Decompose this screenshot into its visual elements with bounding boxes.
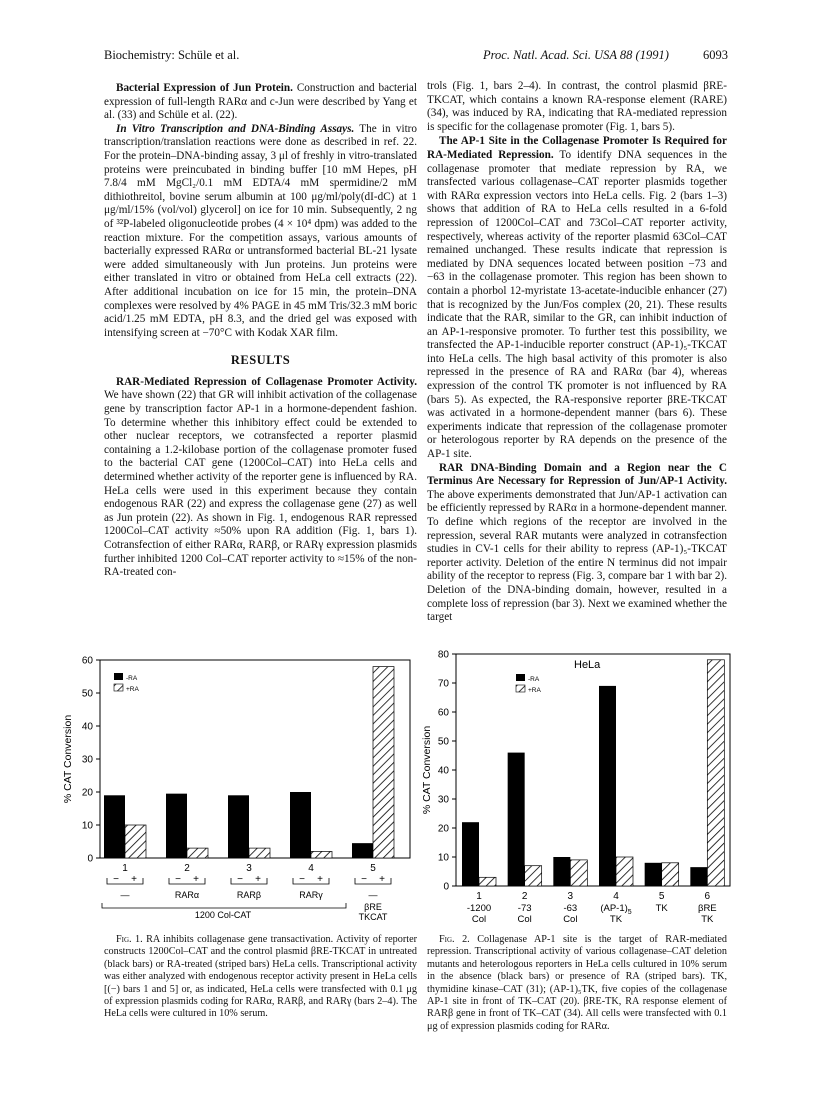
y-tick-label: 60 <box>437 707 449 719</box>
y-tick-label: 60 <box>81 655 93 667</box>
legend-swatch-plus-ra <box>114 684 123 691</box>
bar-minus-ra <box>690 867 707 886</box>
bar-plus-ra <box>616 857 633 886</box>
caption-label: Fig. 1. <box>116 934 143 945</box>
x-label-part: (AP-1) <box>600 903 628 914</box>
paragraph <box>104 123 417 341</box>
figure-2-caption <box>427 934 727 1033</box>
y-axis-label: % CAT Conversion <box>421 725 433 815</box>
y-tick-label: 10 <box>81 820 93 832</box>
receptor-label: RARα <box>174 890 200 900</box>
legend-label: -RA <box>126 675 138 682</box>
y-tick-label: 30 <box>81 754 93 766</box>
caption-label: Fig. 2. <box>439 934 470 945</box>
plot-frame <box>100 660 410 858</box>
minus-label: − <box>175 874 181 885</box>
run-in-heading: In Vitro Transcription and DNA-Binding Assays. <box>116 122 355 135</box>
plus-label: + <box>317 874 323 885</box>
paragraph: trols (Fig. 1, bars 2–4). In contrast, the control plasmid βRE-TKCAT, which contains a known RA-response element (RARE) (34), was induced by RA, indicating that RA-mediated repression is specific for the collagenase promoter (Fig. 1, bars 5). <box>427 80 727 133</box>
paragraph-text: Construction and bacterial expression of full-length RARα and c-Jun were described by Yang et al. (33) and Schüle et al. (22). <box>104 82 417 122</box>
receptor-label: RARβ <box>236 890 262 900</box>
category-label: 1 <box>476 891 482 902</box>
x-label: Col <box>471 914 487 925</box>
figure-2-chart <box>418 648 748 928</box>
x-label: -73 <box>517 903 532 914</box>
page-number: 6093 <box>703 48 728 62</box>
bar-plus-ra <box>125 825 146 858</box>
bar-plus-ra <box>187 848 208 858</box>
caption-text: Collagenase AP-1 site is the target of RAR-mediated repression. Transcriptional activity of various collagenase–CAT deletion mutants and heterologous reporters in HeLa cells cultured in 10% serum in the absence (black bars) or presence of RA (striped bars). TK, thymidine kinase–CAT (31); (AP-1)₅TK, five copies of the collagenase AP-1 site in front of TK–CAT (20). βRE-TK, RA response element of RARβ gene in front of TK–CAT (34). All cells were transfected with 0.1 μg of expression plasmids coding for RARα. <box>427 934 727 1032</box>
receptor-label: RARγ <box>299 890 323 900</box>
bar-plus-ra <box>662 863 679 886</box>
legend-swatch-minus-ra <box>114 673 123 680</box>
bar-minus-ra <box>352 843 373 858</box>
bar-plus-ra <box>570 860 587 886</box>
x-label: -63 <box>563 903 578 914</box>
y-tick-label: 50 <box>81 688 93 700</box>
caption-text: RA inhibits collagenase gene transactivation. Activity of reporter constructs 1200Col–CAT and the control plasmid βRE-TKCAT in untreated (black bars) or RA-treated (striped bars) HeLa cells. Transcriptional activity was either analyzed with endogenous receptor activity present in HeLa cells [(−) bars 1 and 5] or, as indicated, HeLa cells were transfected with 0.1 μg of expression plasmids coding for RARα, RARβ, and RARγ (bars 2–4). The HeLa cells were cultured in 10% serum. <box>104 934 417 1020</box>
bar-minus-ra <box>104 795 125 858</box>
journal-name: Proc. Natl. Acad. Sci. USA 88 (1991) <box>483 48 669 62</box>
run-in-heading: Bacterial Expression of Jun Protein. <box>116 82 293 94</box>
bar-plus-ra <box>707 660 724 886</box>
figure-1-chart <box>58 648 420 923</box>
paragraph-text: To identify DNA sequences in the collagenase promoter that mediate repression by RA, we transfected various collagenase–CAT reporter plasmids together with RARα expression vectors into HeLa cells. Fig. 2 (bars 1–3) shows that addition of RA to HeLa cells resulted in a 6-fold repression of 1200Col–CAT and 73Col–CAT reporter activity, respectively, whereas activity of the reporter plasmid 63Col–CAT remained unchanged. These results indicate that repression is mediated by DNA sequences located between position −73 and −63 in the collagenase promoter. This region has been shown to contain a phorbol 12-myristate 13-acetate-inducible enhancer (27) that is recognized by the Jun/Fos complex (20, 21). These results indicate that the RAR, similar to the GR, can inhibit induction of an AP-1-responsive promoter. To further test this possibility, we transfected the AP-1-inducible reporter construct (AP-1)₅-TKCAT into HeLa cells. The high basal activity of this promoter is also repressed in the presence of RA and RARα (bar 4), whereas expression of the control TK promoter is not influenced by RA (bars 5). As expected, the RA-responsive reporter βRE-TKCAT was activated in a hormone-dependent manner (bars 6). These experiments indicate that repression of the collagenase promoter or heterologous reporter by RA depends on the presence of the AP-1 site. <box>427 148 727 461</box>
x-label: -1200 <box>466 903 492 914</box>
left-column <box>104 82 417 580</box>
group-label: 1200 Col-CAT <box>194 910 252 920</box>
chart-title: HeLa <box>574 659 601 671</box>
category-label: 2 <box>184 863 190 874</box>
run-in-heading: RAR DNA-Binding Domain and a Region near the C Terminus Are Necessary for Repression of Jun/AP-1 Activity. <box>427 461 727 488</box>
plus-label: + <box>379 874 385 885</box>
y-tick-label: 20 <box>81 787 93 799</box>
y-tick-label: 50 <box>437 736 449 748</box>
section-heading: RESULTS <box>230 353 291 368</box>
x-label: TK <box>609 914 623 925</box>
plus-label: + <box>193 874 199 885</box>
group-label: TKCAT <box>358 912 388 922</box>
category-label: 3 <box>567 891 574 902</box>
x-label: Col <box>563 914 578 925</box>
legend-label: -RA <box>528 676 540 683</box>
category-label: 3 <box>246 863 252 874</box>
category-label: 4 <box>613 891 619 902</box>
bar-minus-ra <box>645 863 662 886</box>
bar-plus-ra <box>311 851 332 858</box>
minus-label: − <box>113 874 119 885</box>
bar-plus-ra <box>373 667 394 858</box>
minus-label: − <box>237 874 243 885</box>
paragraph <box>104 82 417 123</box>
x-label: βRE <box>697 903 717 914</box>
paragraph-text: The above experiments demonstrated that Jun/AP-1 activation can be efficiently repressed by RARα in a hormone-dependent manner. To define which regions of the receptor are involved in the repression, several RAR mutants were analyzed in cotransfection studies in CV-1 cells for their ability to repress (AP-1)₅-TKCAT reporter activity. Deletion of the entire N terminus did not impair ability of the receptor to repress (Fig. 3, compare bar 1 with bar 2). Deletion of the DNA-binding domain, however, resulted in a complete loss of repression (bar 3). Next we examined whether the target <box>427 488 727 624</box>
bar-plus-ra <box>249 848 270 858</box>
category-label: 5 <box>658 891 665 902</box>
plus-label: + <box>131 874 137 885</box>
y-tick-label: 0 <box>87 853 93 865</box>
legend-label: +RA <box>528 687 541 694</box>
plus-label: + <box>255 874 261 885</box>
receptor-label: — <box>368 890 378 900</box>
paragraph <box>427 462 727 625</box>
x-label: Col <box>517 914 532 925</box>
category-label: 2 <box>521 891 528 902</box>
bar-minus-ra <box>290 792 311 858</box>
legend-swatch-minus-ra <box>516 674 525 681</box>
bar-minus-ra <box>553 857 570 886</box>
minus-label: − <box>361 874 367 885</box>
y-tick-label: 40 <box>437 765 449 777</box>
category-label: 1 <box>122 863 128 874</box>
paragraph-text: We have shown (22) that GR will inhibit activation of the collagenase gene by transcription factor AP-1 in a hormone-dependent fashion. To determine whether this inhibitory effect could be extended to other nuclear receptors, we cotransfected a reporter plasmid containing a 1.2-kilobase portion of the collagenase promoter fused to the bacterial CAT gene (1200Col–CAT) into HeLa cells and determined whether activity of the reporter gene is influenced by RA. HeLa cells were used in this experiment because they contain endogenous RAR (22) and express the collagenase gene (27) as well as Jun protein (22). As shown in Fig. 1, endogenous RAR repressed 1200Col–CAT activity ≈50% upon RA addition (Fig. 1, bars 1). Cotransfection of either RARα, RARβ, or RARγ expression plasmids further inhibited 1200 Col–CAT reporter activity to ≈15% of the non-RA-treated con- <box>104 389 417 579</box>
group-bracket <box>102 903 346 908</box>
plot-frame <box>456 654 730 886</box>
running-head-journal <box>483 48 728 63</box>
x-label: TK <box>655 903 668 914</box>
bar-plus-ra <box>525 866 542 886</box>
y-tick-label: 40 <box>81 721 93 733</box>
group-label: βRE <box>364 902 382 912</box>
category-label: 5 <box>370 863 376 874</box>
legend-label: +RA <box>126 686 139 693</box>
x-label: TK <box>701 914 714 925</box>
bar-minus-ra <box>228 795 249 858</box>
category-label: 4 <box>308 863 314 874</box>
paragraph <box>427 135 727 461</box>
y-tick-label: 20 <box>437 823 449 835</box>
bar-minus-ra <box>599 686 616 886</box>
y-tick-label: 10 <box>437 852 449 864</box>
run-in-heading: RAR-Mediated Repression of Collagenase Promoter Activity. <box>116 375 417 388</box>
paragraph <box>104 376 417 580</box>
legend-swatch-plus-ra <box>516 685 525 692</box>
receptor-label: — <box>120 890 130 900</box>
y-axis-label: % CAT Conversion <box>62 714 74 804</box>
bar-plus-ra <box>479 877 496 886</box>
y-tick-label: 70 <box>437 678 449 690</box>
bar-minus-ra <box>462 822 479 886</box>
y-tick-label: 80 <box>437 649 449 661</box>
category-label: 6 <box>704 891 711 902</box>
run-in-heading: The AP-1 Site in the Collagenase Promoter Is Required for RA-Mediated Repression. <box>427 135 727 161</box>
running-head-authors: Biochemistry: Schüle et al. <box>104 48 240 62</box>
minus-label: − <box>299 874 305 885</box>
paragraph-text: The in vitro transcription/translation reactions were done as described in ref. 22. For the protein–DNA-binding assay, 3 μl of freshly in vitro-translated proteins were preincubated in binding buffer [10 mM Hepes, pH 7.8/4 mM MgCl₂/0.1 mM EDTA/4 mM spermidine/2 mM dithiothreitol, bovine serum albumin at 100 μg/ml/poly(dI-dC) at 1 μg/ml/15% (vol/vol) glycerol] on ice for 10 min. Subsequently, 2 ng of ³²P-labeled oligonucleotide probes (4 × 10⁴ dpm) was added to the reaction mixture. For the competition assays, various amounts of bacterially expressed RARα or untransformed bacterial BL-21 lysate were added simultaneously with Jun proteins. Jun proteins were either translated in vitro or obtained from HeLa cell extracts (22). After additional incubation on ice for 15 min, the protein–DNA complexes were resolved by 4% PAGE in 45 mM Tris/32.3 mM boric acid/1.25 mM EDTA, pH 8.3, and the dried gel was exposed with intensifying screen at −70°C with Kodak XAR film. <box>104 122 418 339</box>
bar-minus-ra <box>508 753 525 886</box>
figure-1-caption <box>104 934 417 1021</box>
right-column <box>427 80 727 625</box>
y-tick-label: 0 <box>443 881 449 893</box>
bar-minus-ra <box>166 794 187 858</box>
x-label-subscript: 5 <box>627 909 632 916</box>
y-tick-label: 30 <box>437 794 449 806</box>
